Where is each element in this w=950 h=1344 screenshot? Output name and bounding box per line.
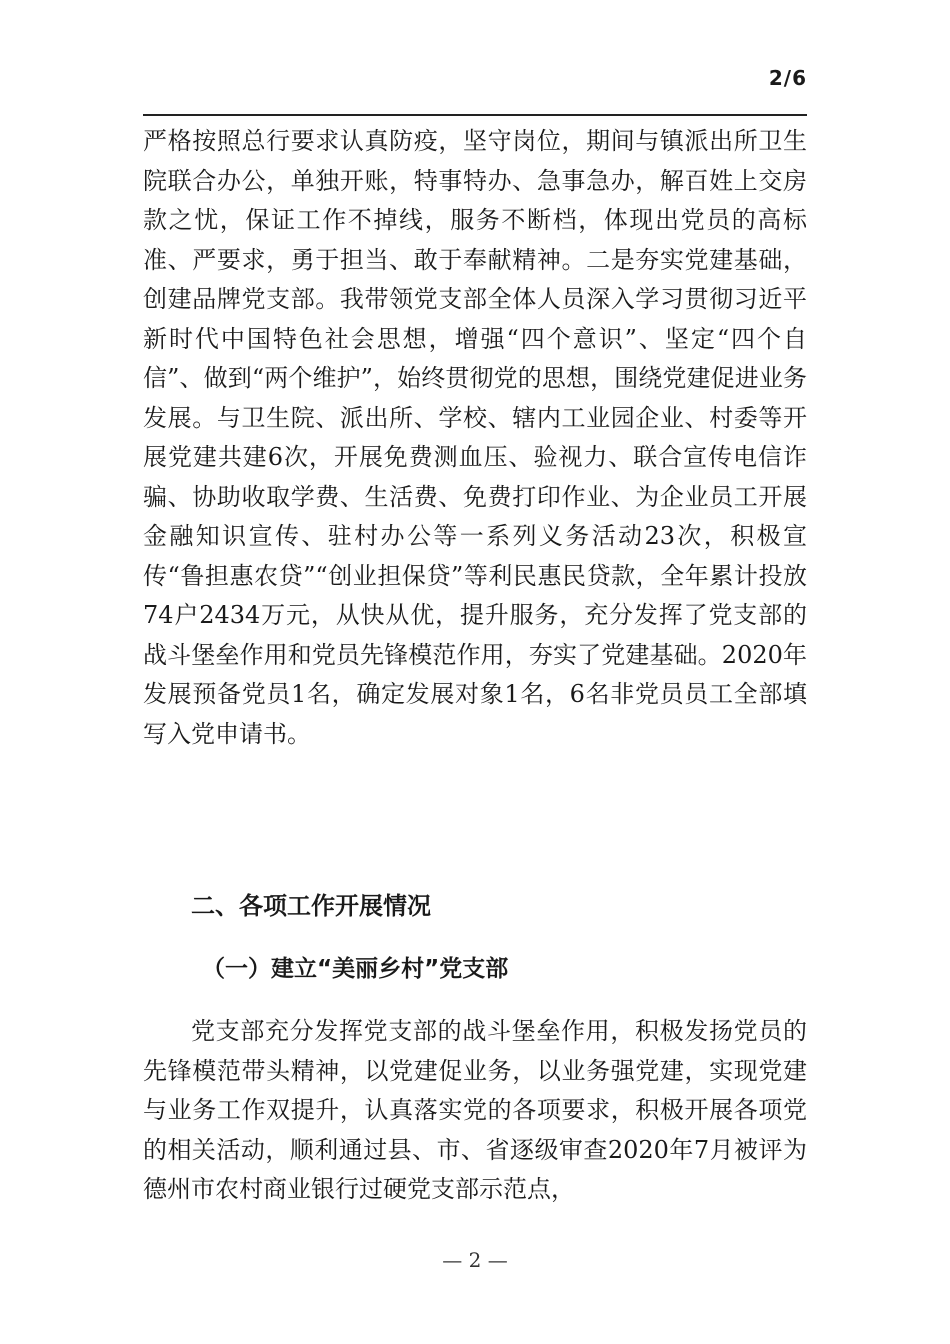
subsection-heading: （一）建立“美丽乡村”党支部 bbox=[202, 956, 509, 982]
body-paragraph: 党支部充分发挥党支部的战斗堡垒作用，积极发扬党员的先锋模范带头精神，以党建促业务，以业务强党建，实现党建与业务工作双提升，认真落实党的各项要求，积极开展各项党的相关活动，顺利通过县、市、省逐级审查2020年7月被评为德州市农村商业银行过硬党支部示范点， bbox=[143, 1017, 807, 1203]
page-counter: 2/6 bbox=[768, 66, 807, 90]
page-number-footer: — 2 — bbox=[442, 1248, 508, 1272]
header-rule bbox=[143, 114, 807, 116]
section-heading: 二、各项工作开展情况 bbox=[191, 892, 431, 920]
body-paragraph: 严格按照总行要求认真防疫，坚守岗位，期间与镇派出所卫生院联合办公，单独开账，特事特办、急事急办，解百姓上交房款之忧，保证工作不掉线，服务不断档，体现出党员的高标准、严要求，勇于担当、敢于奉献精神。二是夯实党建基础，创建品牌党支部。我带领党支部全体人员深入学习贯彻习近平新时代中国特色社会思想，增强“四个意识”、坚定“四个自信”、做到“两个维护”，始终贯彻党的思想，围绕党建促进业务发展。与卫生院、派出所、学校、辖内工业园企业、村委等开展党建共建6次，开展免费测血压、验视力、联合宣传电信诈骗、协助收取学费、生活费、免费打印作业、为企业员工开展金融知识宣传、驻村办公等一系列义务活动23次，积极宣传“鲁担惠农贷”“创业担保贷”等利民惠民贷款，全年累计投放74户2434万元，从快从优，提升服务，充分发挥了党支部的战斗堡垒作用和党员先锋模范作用，夯实了党建基础。2020年发展预备党员1名，确定发展对象1名，6名非党员员工全部填写入党申请书。 bbox=[143, 127, 807, 748]
